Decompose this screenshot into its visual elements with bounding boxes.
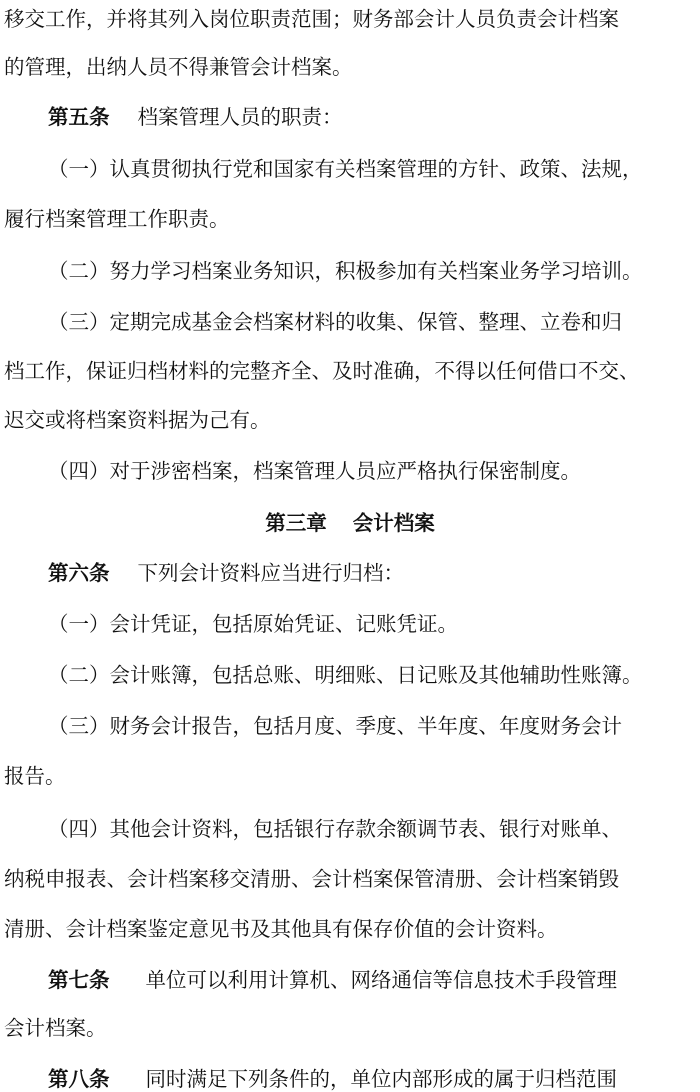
article-5-heading	[48, 104, 343, 130]
list-item-line: （一）会计凭证，包括原始凭证、记账凭证。	[48, 612, 458, 636]
paragraph-line: 的管理，出纳人员不得兼管会计档案。	[4, 55, 353, 79]
list-item-line: （四）其他会计资料，包括银行存款余额调节表、银行对账单、	[48, 817, 622, 841]
list-item-line: （四）对于涉密档案，档案管理人员应严格执行保密制度。	[48, 459, 581, 483]
list-item-line: （三）财务会计报告，包括月度、季度、半年度、年度财务会计	[48, 714, 622, 738]
article-6-heading	[48, 560, 404, 586]
article-label: 第八条	[48, 1067, 110, 1091]
article-label: 第七条	[48, 968, 110, 992]
article-text: 档案管理人员的职责：	[137, 105, 343, 129]
list-item-line: 迟交或将档案资料据为己有。	[4, 408, 271, 432]
article-7-heading	[48, 967, 617, 993]
paragraph-line: 会计档案。	[4, 1016, 107, 1040]
article-8-heading	[48, 1066, 617, 1092]
list-item-line: 履行档案管理工作职责。	[4, 207, 230, 231]
article-text: 单位可以利用计算机、网络通信等信息技术手段管理	[145, 968, 617, 992]
paragraph-line: 移交工作，并将其列入岗位职责范围；财务部会计人员负责会计档案	[4, 7, 619, 31]
article-label: 第五条	[48, 105, 110, 129]
list-item-line: 清册、会计档案鉴定意见书及其他具有保存价值的会计资料。	[4, 917, 558, 941]
list-item-line: （二）努力学习档案业务知识，积极参加有关档案业务学习培训。	[48, 259, 643, 283]
list-item-line: （二）会计账簿，包括总账、明细账、日记账及其他辅助性账簿。	[48, 663, 643, 687]
list-item-line: 纳税申报表、会计档案移交清册、会计档案保管清册、会计档案销毁	[4, 867, 619, 891]
list-item-line: 档工作，保证归档材料的完整齐全、及时准确，不得以任何借口不交、	[4, 359, 640, 383]
chapter-title: 会计档案	[352, 511, 435, 535]
list-item-line: （三）定期完成基金会档案材料的收集、保管、整理、立卷和归	[48, 310, 622, 334]
chapter-heading	[0, 510, 700, 536]
list-item-line: （一）认真贯彻执行党和国家有关档案管理的方针、政策、法规，	[48, 157, 643, 181]
article-label: 第六条	[48, 561, 110, 585]
article-text: 下列会计资料应当进行归档：	[137, 561, 404, 585]
chapter-number: 第三章	[265, 511, 327, 535]
article-text: 同时满足下列条件的，单位内部形成的属于归档范围	[145, 1067, 617, 1091]
list-item-line: 报告。	[4, 764, 66, 788]
